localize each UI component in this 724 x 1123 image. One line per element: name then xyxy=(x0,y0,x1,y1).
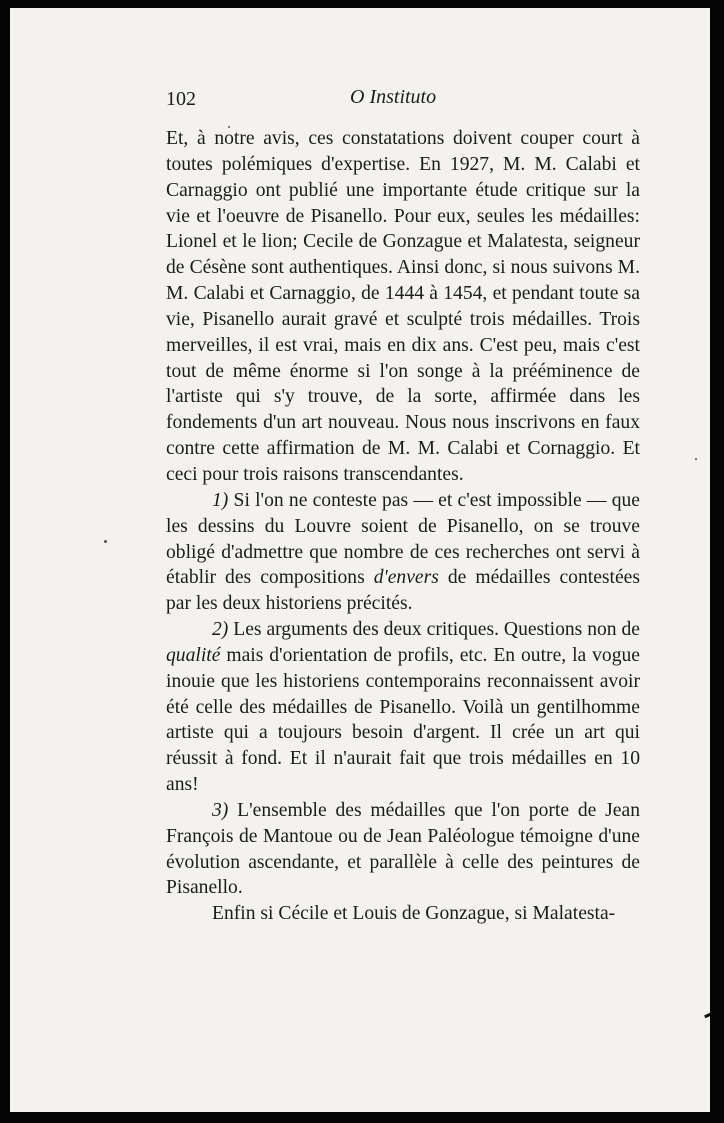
page-header xyxy=(10,84,710,114)
paragraph-1: Et, à notre avis, ces constatations doivent couper court à toutes polémiques d'expertise. En 1927, M. M. Calabi et Carnaggio ont publié une importante étude critique sur la vie et l'oeuvre de Pisanello. Pour eux, seules les médailles: Lionel et le lion; Cecile de Gonzague et Malatesta, seigneur de Césène sont authentiques. Ainsi donc, si nous suivons M. M. Calabi et Carnaggio, de 1444 à 1454, et pendant toute sa vie, Pisanello aurait gravé et sculpté trois médailles. Trois merveilles, il est vrai, mais en dix ans. C'est peu, mais c'est tout de même énorme si l'on songe à la prééminence de l'artiste qui s'y trouve, de la sorte, affirmée dans les fondements d'un art nouveau. Nous nous inscrivons en faux contre cette affirmation de M. M. Calabi et Cornaggio. Et ceci pour trois raisons transcendantes. xyxy=(166,128,640,485)
scan-speck xyxy=(695,458,697,460)
paragraph-text: mais d'orientation de profils, etc. En outre, la vogue inouie que les historiens contemporains reconnaissent avoir été celle des médailles de Pisanello. Voilà un gentilhomme artiste qui a toujours besoin d'argent. Il crée un art qui réussit à fond. Et il n'aurait fait que trois médailles en 10 ans! xyxy=(166,644,640,796)
paragraph-text: Les arguments des deux critiques. Questions non de xyxy=(228,619,640,641)
italic-term: qualité xyxy=(166,644,221,666)
scan-speck xyxy=(104,540,107,543)
scan-edge-mark xyxy=(704,1009,710,1018)
paragraph-text: L'ensemble des médailles que l'on porte de Jean François de Mantoue ou de Jean Paléologue témoigne d'une évolution ascendante, et parallèle à celle des peintures de Pisanello. xyxy=(166,799,640,899)
paragraph-5: Enfin si Cécile et Louis de Gonzague, si Malatesta- xyxy=(212,903,616,925)
paragraph-4 xyxy=(166,798,640,901)
running-title: O Instituto xyxy=(350,86,437,108)
body-text xyxy=(166,126,640,927)
scanned-page xyxy=(10,8,710,1112)
italic-term: d'envers xyxy=(373,567,439,589)
paragraph-3 xyxy=(166,617,640,798)
paragraph-2 xyxy=(166,488,640,617)
item-number: 2) xyxy=(212,619,229,641)
page-number: 102 xyxy=(166,88,196,110)
paragraph-text: de médailles contestées par les deux historiens précités. xyxy=(166,567,640,615)
scan-speck xyxy=(228,126,230,128)
item-number: 1) xyxy=(212,489,229,511)
item-number: 3) xyxy=(212,799,229,821)
paragraph-text: Si l'on ne conteste pas — et c'est impossible — que les dessins du Louvre soient de Pisanello, on se trouve obligé d'admettre que nombre de ces recherches ont servi à établir des compositions xyxy=(166,489,640,589)
